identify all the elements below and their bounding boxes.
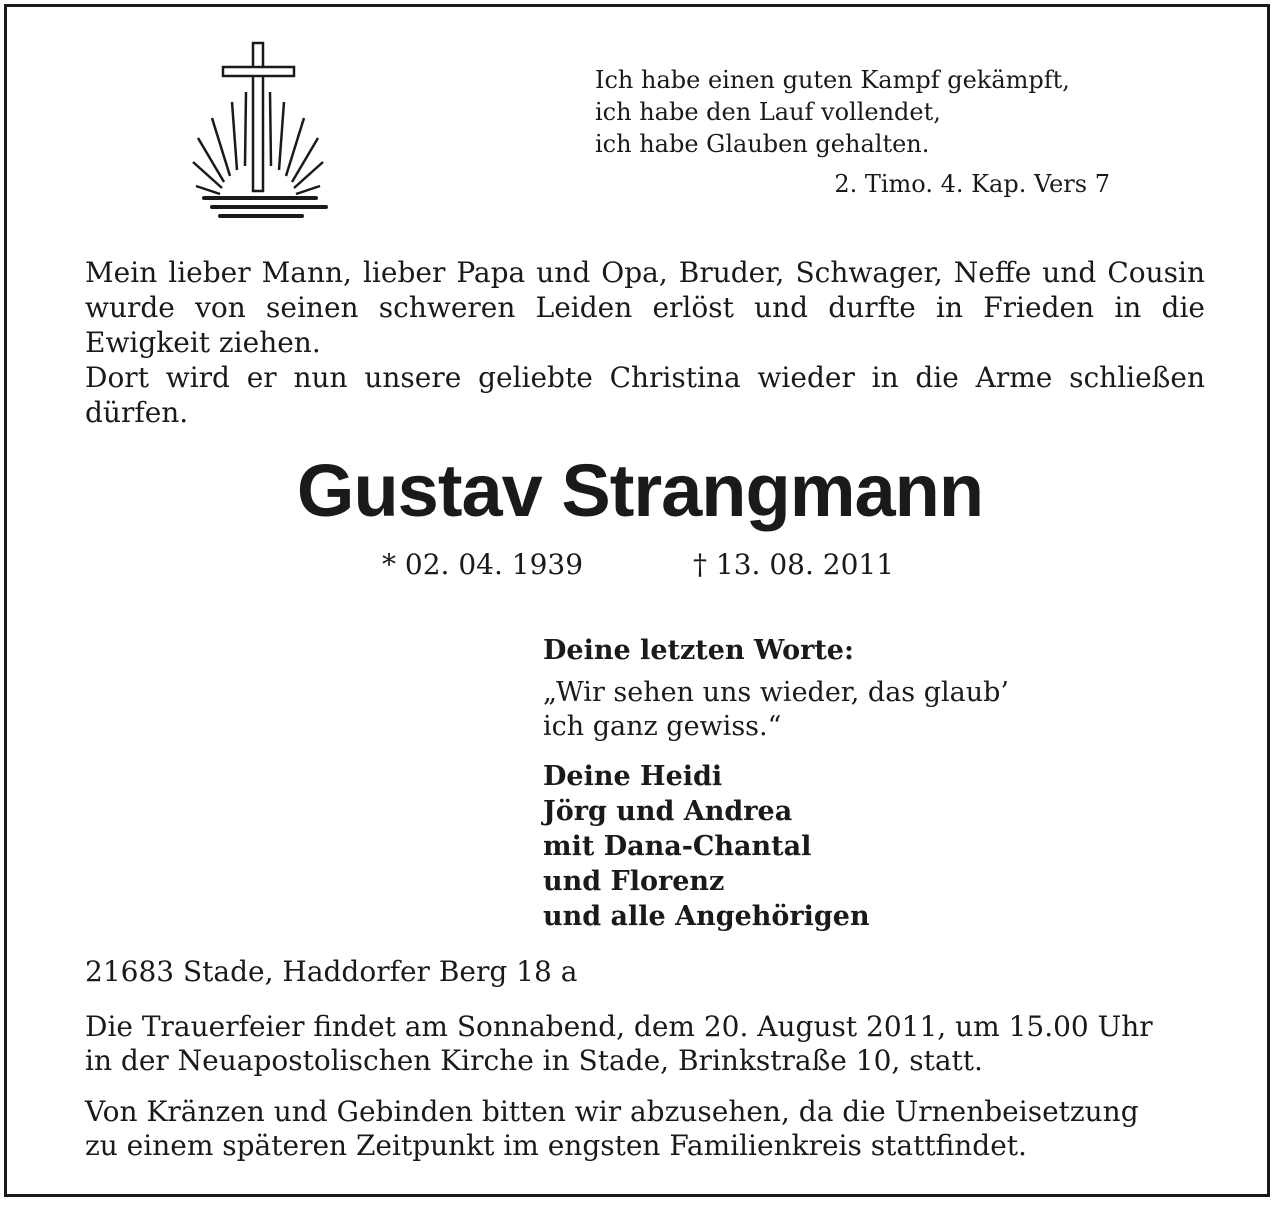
intro-paragraph: Dort wird er nun unsere geliebte Christina wieder in die Arme schließen dürfen. [85,361,1205,429]
death-date: † 13. 08. 2011 [693,548,895,581]
flowers-notice [85,1095,1205,1163]
quote-line: „Wir sehen uns wieder, das glaub’ [543,677,1010,708]
funeral-notice [85,1010,1205,1078]
mourner: mit Dana-Chantal [543,831,812,862]
verse-line: ich habe den Lauf vollendet, [595,98,941,126]
mourner: Jörg und Andrea [543,796,793,827]
intro-paragraph: Mein lieber Mann, lieber Papa und Opa, Bruder, Schwager, Neffe und Cousin wurde von seinen schweren Leiden erlöst und durfte in Frieden in die Ewigkeit ziehen. [85,256,1205,359]
verse-reference: 2. Timo. 4. Kap. Vers 7 [834,170,1110,198]
last-words-quote [543,676,1009,744]
cross-rising-sun-icon [190,40,330,222]
flowers-line: zu einem späteren Zeitpunkt im engsten Familienkreis stattfindet. [85,1129,1027,1162]
deceased-name: Gustav Strangmann [296,449,984,532]
verse-line: Ich habe einen guten Kampf gekämpft, [595,66,1070,94]
last-words-title: Deine letzten Worte: [543,635,854,666]
bible-verse [595,64,1070,160]
funeral-line: in der Neuapostolischen Kirche in Stade, Brinkstraße 10, statt. [85,1044,983,1077]
birth-date: * 02. 04. 1939 [382,548,584,581]
mourner: und Florenz [543,866,725,897]
address: 21683 Stade, Haddorfer Berg 18 a [85,955,578,988]
mourner: und alle Angehörigen [543,901,870,932]
flowers-line: Von Kränzen und Gebinden bitten wir abzusehen, da die Urnenbeisetzung [85,1095,1139,1128]
mourner: Deine Heidi [543,761,723,792]
intro-text [85,255,1205,430]
mourners-list [543,759,870,934]
verse-line: ich habe Glauben gehalten. [595,130,930,158]
quote-line: ich ganz gewiss.“ [543,711,782,742]
funeral-line: Die Trauerfeier findet am Sonnabend, dem 20. August 2011, um 15.00 Uhr [85,1010,1153,1043]
